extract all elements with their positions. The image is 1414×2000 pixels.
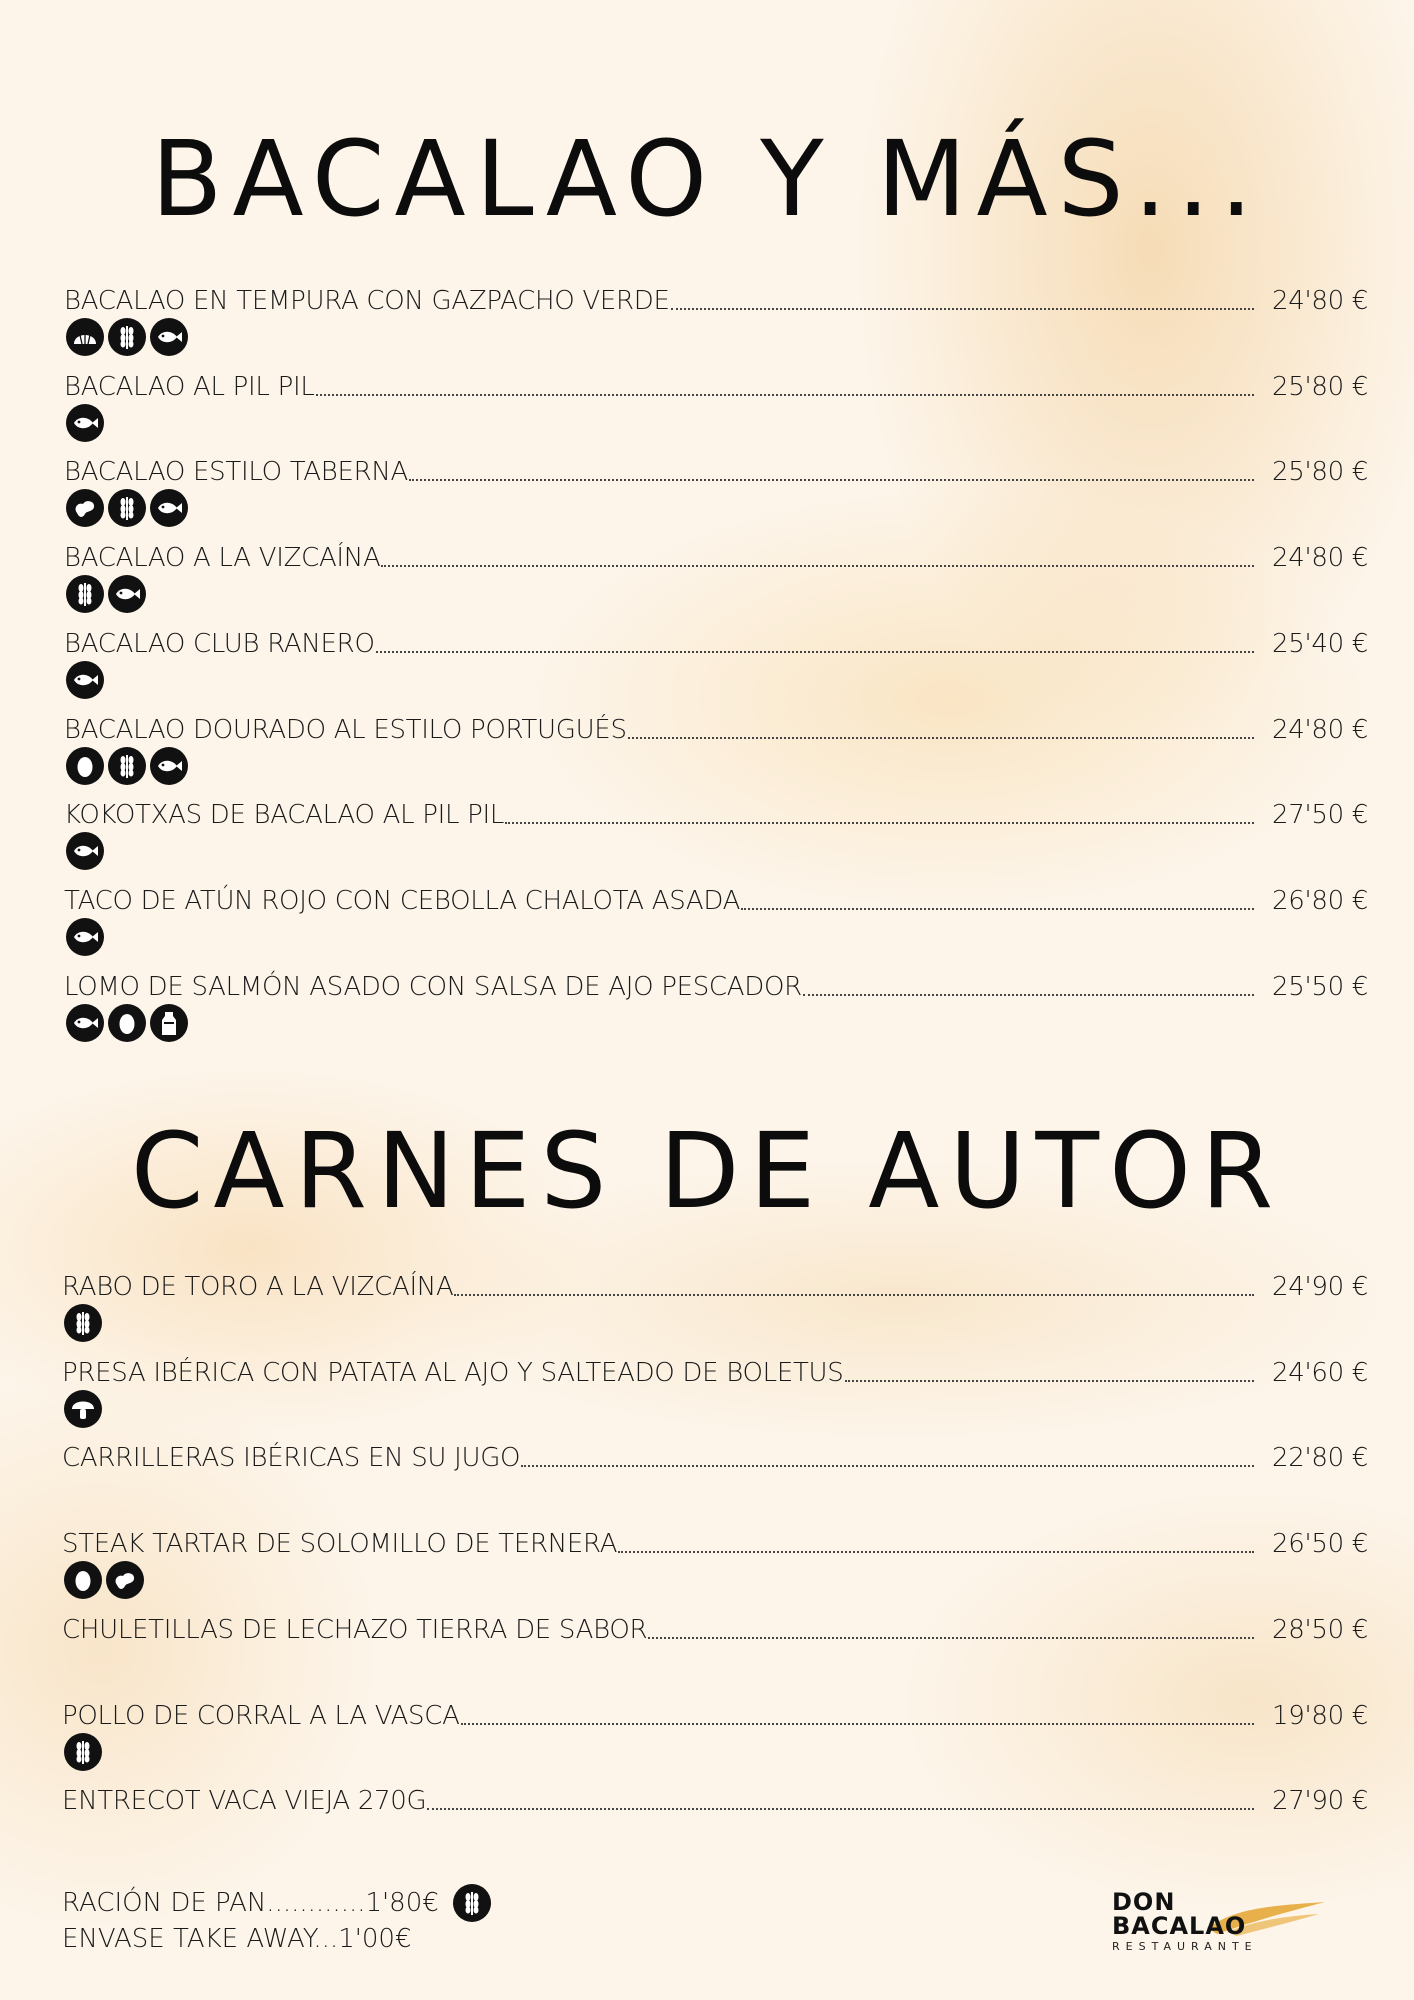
gluten-icon <box>64 1304 102 1342</box>
dish-name: KOKOTXAS DE BACALAO AL PIL PIL <box>64 800 505 831</box>
egg-icon <box>108 1004 146 1042</box>
dot-leader <box>671 308 1254 310</box>
logo-line-1: DON <box>1112 1888 1176 1916</box>
dish-name: BACALAO EN TEMPURA CON GAZPACHO VERDE <box>64 286 670 316</box>
allergen-icons <box>64 1304 102 1342</box>
dish-name: ENTRECOT VACA VIEJA 270G <box>62 1786 427 1817</box>
menu-item <box>0 1778 1414 1864</box>
bread-extra <box>62 1884 491 1922</box>
dish-name: BACALAO DOURADO AL ESTILO PORTUGUÉS <box>64 714 627 745</box>
menu-item <box>0 964 1414 1050</box>
egg-icon <box>64 1561 102 1599</box>
allergen-icons <box>66 404 104 442</box>
menu-item-row <box>62 1607 1369 1645</box>
logo-line-2: BACALAO <box>1112 1912 1247 1940</box>
gluten-icon <box>66 575 104 613</box>
dish-name: TACO DE ATÚN ROJO CON CEBOLLA CHALOTA ASADA <box>64 885 741 916</box>
dot-leader <box>376 651 1254 653</box>
menu-item-row <box>64 792 1369 831</box>
menu-item-row <box>64 535 1369 574</box>
dish-price: 25'80 € <box>1272 457 1369 488</box>
gluten-icon <box>64 1733 102 1771</box>
dot-leader <box>409 479 1254 481</box>
dot-leader <box>427 1808 1254 1810</box>
fish-icon <box>66 918 104 956</box>
dot-leader <box>505 822 1254 824</box>
dish-price: 26'80 € <box>1272 885 1369 916</box>
allergen-icons <box>66 318 188 356</box>
menu-item <box>0 1264 1414 1350</box>
restaurant-logo <box>1112 1890 1342 1960</box>
logo-line-3: RESTAURANTE <box>1112 1940 1258 1953</box>
menu-item-row <box>64 621 1369 659</box>
dish-price: 24'80 € <box>1272 543 1369 574</box>
dot-leader <box>521 1465 1254 1467</box>
dish-price: 25'50 € <box>1272 971 1369 1002</box>
gluten-icon <box>108 747 146 785</box>
menu-item <box>0 878 1414 964</box>
allergen-icons <box>66 661 104 699</box>
dish-name: LOMO DE SALMÓN ASADO CON SALSA DE AJO PESCADOR <box>64 971 802 1002</box>
fish-icon <box>150 489 188 527</box>
dish-name: POLLO DE CORRAL A LA VASCA <box>62 1700 460 1731</box>
fish-icon <box>150 318 188 356</box>
menu-item <box>0 1435 1414 1521</box>
menu-item <box>0 535 1414 621</box>
dish-price: 22'80 € <box>1272 1443 1369 1474</box>
fish-icon <box>66 404 104 442</box>
dish-price: 26'50 € <box>1272 1529 1369 1560</box>
takeaway-extra: ENVASE TAKE AWAY...1'00€ <box>62 1924 412 1954</box>
menu-item <box>0 1693 1414 1779</box>
section-title-bacalao: BACALAO Y MÁS... <box>151 118 1263 240</box>
dot-leader <box>454 1294 1254 1296</box>
mollusc-icon <box>66 318 104 356</box>
menu-item-row <box>64 364 1369 402</box>
menu-item-row <box>64 878 1369 916</box>
gluten-icon <box>108 489 146 527</box>
fish-icon <box>150 747 188 785</box>
fish-icon <box>108 575 146 613</box>
milk-icon <box>150 1004 188 1042</box>
allergen-icons <box>66 747 188 785</box>
dish-name: CHULETILLAS DE LECHAZO TIERRA DE SABOR <box>62 1614 648 1645</box>
egg-icon <box>66 747 104 785</box>
dot-leader <box>381 565 1254 567</box>
peanut-icon <box>66 489 104 527</box>
dish-name: BACALAO AL PIL PIL <box>64 371 315 402</box>
menu-item-row <box>62 1435 1369 1474</box>
menu-item <box>0 364 1414 450</box>
dish-price: 24'80 € <box>1272 286 1369 316</box>
dish-name: BACALAO ESTILO TABERNA <box>64 457 409 488</box>
gluten-icon <box>453 1884 491 1922</box>
dish-name: RABO DE TORO A LA VIZCAÍNA <box>62 1272 454 1302</box>
dish-price: 27'50 € <box>1272 800 1369 831</box>
dish-price: 25'80 € <box>1272 371 1369 402</box>
menu-item <box>0 792 1414 878</box>
menu-item <box>0 707 1414 793</box>
dish-price: 25'40 € <box>1272 628 1369 659</box>
allergen-icons <box>64 1561 144 1599</box>
fish-icon <box>66 661 104 699</box>
menu-item-row <box>62 1693 1369 1731</box>
dot-leader <box>845 1380 1255 1382</box>
dot-leader <box>316 394 1255 396</box>
dish-price: 19'80 € <box>1272 1700 1369 1731</box>
menu-item-row <box>62 1350 1369 1388</box>
dot-leader <box>803 994 1254 996</box>
menu-item <box>0 621 1414 707</box>
fish-icon <box>66 1004 104 1042</box>
dish-price: 28'50 € <box>1272 1614 1369 1645</box>
allergen-icons <box>66 575 146 613</box>
allergen-icons <box>66 918 104 956</box>
menu-item <box>0 1350 1414 1436</box>
menu-item <box>0 449 1414 535</box>
menu-item-row <box>64 964 1369 1002</box>
allergen-icons <box>64 1390 102 1428</box>
fish-icon <box>66 832 104 870</box>
menu-item <box>0 1521 1414 1607</box>
allergen-icons <box>64 1733 102 1771</box>
menu-item-row <box>64 449 1369 488</box>
dish-name: BACALAO CLUB RANERO <box>64 628 375 659</box>
menu-item <box>0 278 1414 364</box>
dish-price: 27'90 € <box>1272 1786 1369 1817</box>
mushroom-icon <box>64 1390 102 1428</box>
dish-name: BACALAO A LA VIZCAÍNA <box>64 543 381 574</box>
allergen-icons <box>66 1004 188 1042</box>
section-title-carnes: CARNES DE AUTOR <box>130 1110 1284 1232</box>
gluten-icon <box>108 318 146 356</box>
dot-leader <box>648 1637 1254 1639</box>
menu-item-row <box>64 278 1369 316</box>
menu-item-row <box>62 1521 1369 1560</box>
menu-item <box>0 1607 1414 1693</box>
dish-name: PRESA IBÉRICA CON PATATA AL AJO Y SALTEADO DE BOLETUS <box>62 1357 844 1388</box>
allergen-icons <box>66 489 188 527</box>
dot-leader <box>461 1723 1254 1725</box>
dot-leader <box>741 908 1254 910</box>
dish-name: STEAK TARTAR DE SOLOMILLO DE TERNERA <box>62 1529 618 1560</box>
dish-price: 24'90 € <box>1272 1272 1369 1302</box>
dot-leader <box>618 1551 1254 1553</box>
menu-item-row <box>64 707 1369 745</box>
menu-item-row <box>62 1264 1369 1302</box>
menu-item-row <box>62 1778 1369 1817</box>
dish-name: CARRILLERAS IBÉRICAS EN SU JUGO <box>62 1443 521 1474</box>
dish-price: 24'60 € <box>1272 1357 1369 1388</box>
peanut-icon <box>106 1561 144 1599</box>
dish-price: 24'80 € <box>1272 714 1369 745</box>
bread-label: RACIÓN DE PAN............1'80€ <box>62 1888 439 1918</box>
dot-leader <box>628 737 1254 739</box>
allergen-icons <box>66 832 104 870</box>
